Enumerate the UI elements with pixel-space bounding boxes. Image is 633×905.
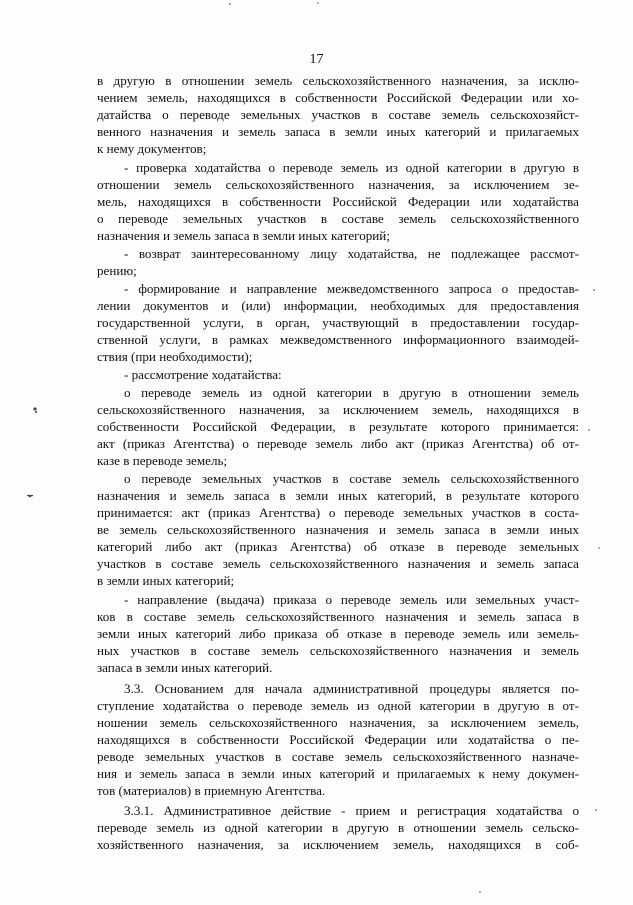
- text-line: венного назначения и земель запаса в земли иных категорий и прилагаемых: [97, 124, 579, 139]
- text-line: отношении земель сельскохозяйственного назначения, за исключением зе-: [97, 177, 579, 192]
- text-line: назначения и земель запаса в земли иных категорий;: [97, 228, 390, 243]
- text-line: мель, находящихся в собственности Российской Федерации или ходатайства: [97, 194, 579, 209]
- text-line: государственной услуги, в орган, участвующий в предоставлении государ-: [97, 315, 579, 330]
- text-line: чением земель, находящихся в собственности Российской Федерации или хо-: [97, 90, 579, 105]
- text-line: хозяйственного назначения, за исключением земель, находящихся в соб-: [97, 837, 579, 852]
- text-line: ков в составе земель сельскохозяйственного назначения и земель запаса в: [97, 609, 579, 624]
- text-line: казе в переводе земель;: [97, 453, 228, 468]
- text-line: ственной услуги, в рамках межведомственного информационного взаимодей-: [97, 332, 579, 347]
- text-line: земли иных категорий либо приказа об отказе в переводе земель или земель-: [97, 626, 579, 641]
- text-line: сельскохозяйственного назначения, за исключением земель, находящихся в: [97, 402, 579, 417]
- text-line: запаса в земли иных категорий.: [97, 660, 273, 675]
- text-line: собственности Российской Федерации, в результате которого принимается:: [97, 419, 579, 434]
- text-line: - рассмотрение ходатайства:: [124, 367, 282, 382]
- text-line: - формирование и направление межведомственного запроса о предостав-: [124, 281, 579, 296]
- text-line: категорий либо акт (приказ Агентства) об отказе в переводе земельных: [97, 539, 579, 554]
- text-line: 3.3. Основанием для начала административной процедуры является по-: [124, 681, 579, 696]
- text-line: реводе земельных участков в составе земель сельскохозяйственного назначе-: [97, 749, 579, 764]
- text-line: находящихся в собственности Российской Федерации или ходатайства о пе-: [97, 732, 579, 747]
- text-line: в другую в отношении земель сельскохозяйственного назначения, за исклю-: [97, 73, 579, 88]
- text-line: датайства о переводе земельных участков в составе земель сельскохозяйст-: [97, 107, 579, 122]
- text-line: к нему документов;: [97, 141, 207, 156]
- text-line: рению;: [97, 263, 137, 278]
- text-line: назначения и земель запаса в земли иных категорий, в результате которого: [97, 488, 579, 503]
- text-line: участков в составе земель сельскохозяйственного назначения и земель запаса: [97, 556, 579, 571]
- text-line: акт (приказ Агентства) о переводе земель либо акт (приказ Агентства) об от-: [97, 436, 579, 451]
- text-line: о переводе земельных участков в составе земель сельскохозяйственного: [97, 211, 579, 226]
- text-line: - возврат заинтересованному лицу ходатайства, не подлежащее рассмот-: [124, 246, 579, 261]
- text-line: ступление ходатайства о переводе земель из одной категории в другую в от-: [97, 698, 579, 713]
- text-line: о переводе земельных участков в составе земель сельскохозяйственного: [124, 471, 579, 486]
- text-line: переводе земель из одной категории в другую в отношении земель сельско-: [97, 820, 579, 835]
- text-line: 3.3.1. Административное действие - прием и регистрация ходатайства о: [124, 803, 579, 818]
- text-line: ве земель сельскохозяйственного назначения и земель запаса в земли иных: [97, 522, 579, 537]
- text-line: лении документов и (или) информации, необходимых для предоставления: [97, 298, 579, 313]
- text-line: о переводе земель из одной категории в другую в отношении земель: [124, 385, 579, 400]
- text-line: ствия (при необходимости);: [97, 349, 253, 364]
- text-line: принимается: акт (приказ Агентства) о переводе земельных участков в соста-: [97, 505, 579, 520]
- text-line: - проверка ходатайства о переводе земель из одной категории в другую в: [124, 160, 579, 175]
- text-line: в земли иных категорий;: [97, 573, 235, 588]
- text-line: - направление (выдача) приказа о переводе земель или земельных участ-: [124, 592, 579, 607]
- text-line: тов (материалов) в приемную Агентства.: [97, 783, 326, 798]
- page-number: 17: [309, 52, 324, 67]
- text-line: ных участков в составе земель сельскохозяйственного назначения и земель: [97, 643, 579, 658]
- text-line: ния и земель запаса в земли иных категорий и прилагаемых к нему докумен-: [97, 766, 579, 781]
- text-line: ношении земель сельскохозяйственного назначения, за исключением земель,: [97, 715, 579, 730]
